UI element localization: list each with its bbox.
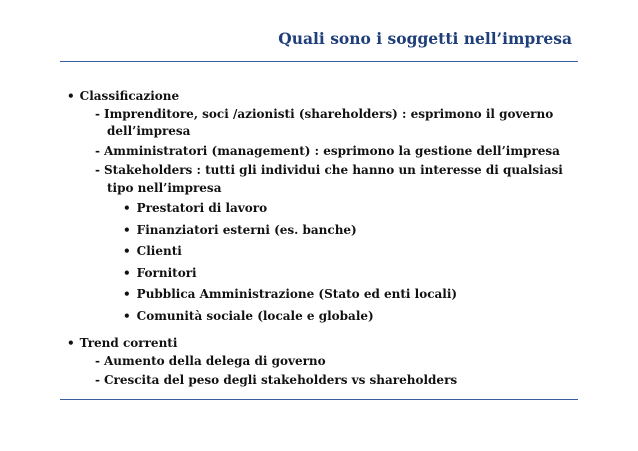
- sub-list-item-text: Finanziatori esterni (es. banche): [136, 222, 357, 237]
- list-item-text: Stakeholders : tutti gli individui che hanno un interesse di qualsiasi tipo nell’impresa: [103, 163, 563, 195]
- bullet-marker: •: [123, 244, 131, 258]
- dash-marker: -: [95, 353, 100, 368]
- list-item-text: Imprenditore, soci /azionisti (shareholders) : esprimono il governo dell’impresa: [103, 106, 554, 138]
- slide-title: Quali sono i soggetti nell’impresa: [278, 29, 572, 48]
- dash-marker: -: [95, 143, 100, 158]
- bullet-marker: •: [123, 287, 131, 301]
- sub-list-item: [67, 243, 587, 261]
- sub-list-item: [67, 265, 587, 283]
- sub-list-item-text: Pubblica Amministrazione (Stato ed enti locali): [136, 287, 458, 301]
- list-item-text: Amministratori (management) : esprimono la gestione dell’impresa: [103, 143, 560, 158]
- footer-divider: [60, 399, 578, 400]
- dash-marker: -: [95, 163, 100, 177]
- bullet-marker: •: [67, 89, 75, 103]
- list-item: [67, 162, 587, 197]
- sub-list-item-text: Comunità sociale (locale e globale): [136, 308, 374, 323]
- list-item-text: Crescita del peso degli stakeholders vs shareholders: [103, 373, 458, 387]
- title-divider: [60, 61, 578, 62]
- bullet-marker: •: [123, 308, 131, 323]
- bullet-marker: •: [123, 201, 131, 215]
- section-classificazione: [67, 88, 587, 325]
- list-item-text: Aumento della delega di governo: [103, 353, 326, 368]
- list-item: [67, 372, 587, 390]
- bullet-marker: •: [123, 222, 131, 237]
- dash-marker: -: [95, 373, 100, 387]
- sub-list-item-text: Prestatori di lavoro: [136, 201, 268, 215]
- slide-content: [67, 88, 587, 392]
- sub-list-item-text: Fornitori: [136, 265, 197, 280]
- section-heading: [67, 88, 587, 106]
- sub-list-item: [67, 200, 587, 218]
- sub-list-item: [67, 222, 587, 240]
- list-item: [67, 143, 587, 161]
- bullet-marker: •: [67, 336, 75, 350]
- dash-marker: -: [95, 106, 100, 121]
- sub-list-item: [67, 308, 587, 326]
- list-item: [67, 353, 587, 371]
- sub-list-item: [67, 286, 587, 304]
- sub-list-item-text: Clienti: [136, 244, 182, 258]
- stakeholders-list: [67, 200, 587, 325]
- section-heading-text: Classificazione: [79, 89, 180, 103]
- section-heading-text: Trend correnti: [79, 336, 178, 350]
- section-heading: [67, 335, 587, 353]
- section-trend-correnti: [67, 335, 587, 390]
- list-item: [67, 106, 587, 141]
- bullet-marker: •: [123, 265, 131, 280]
